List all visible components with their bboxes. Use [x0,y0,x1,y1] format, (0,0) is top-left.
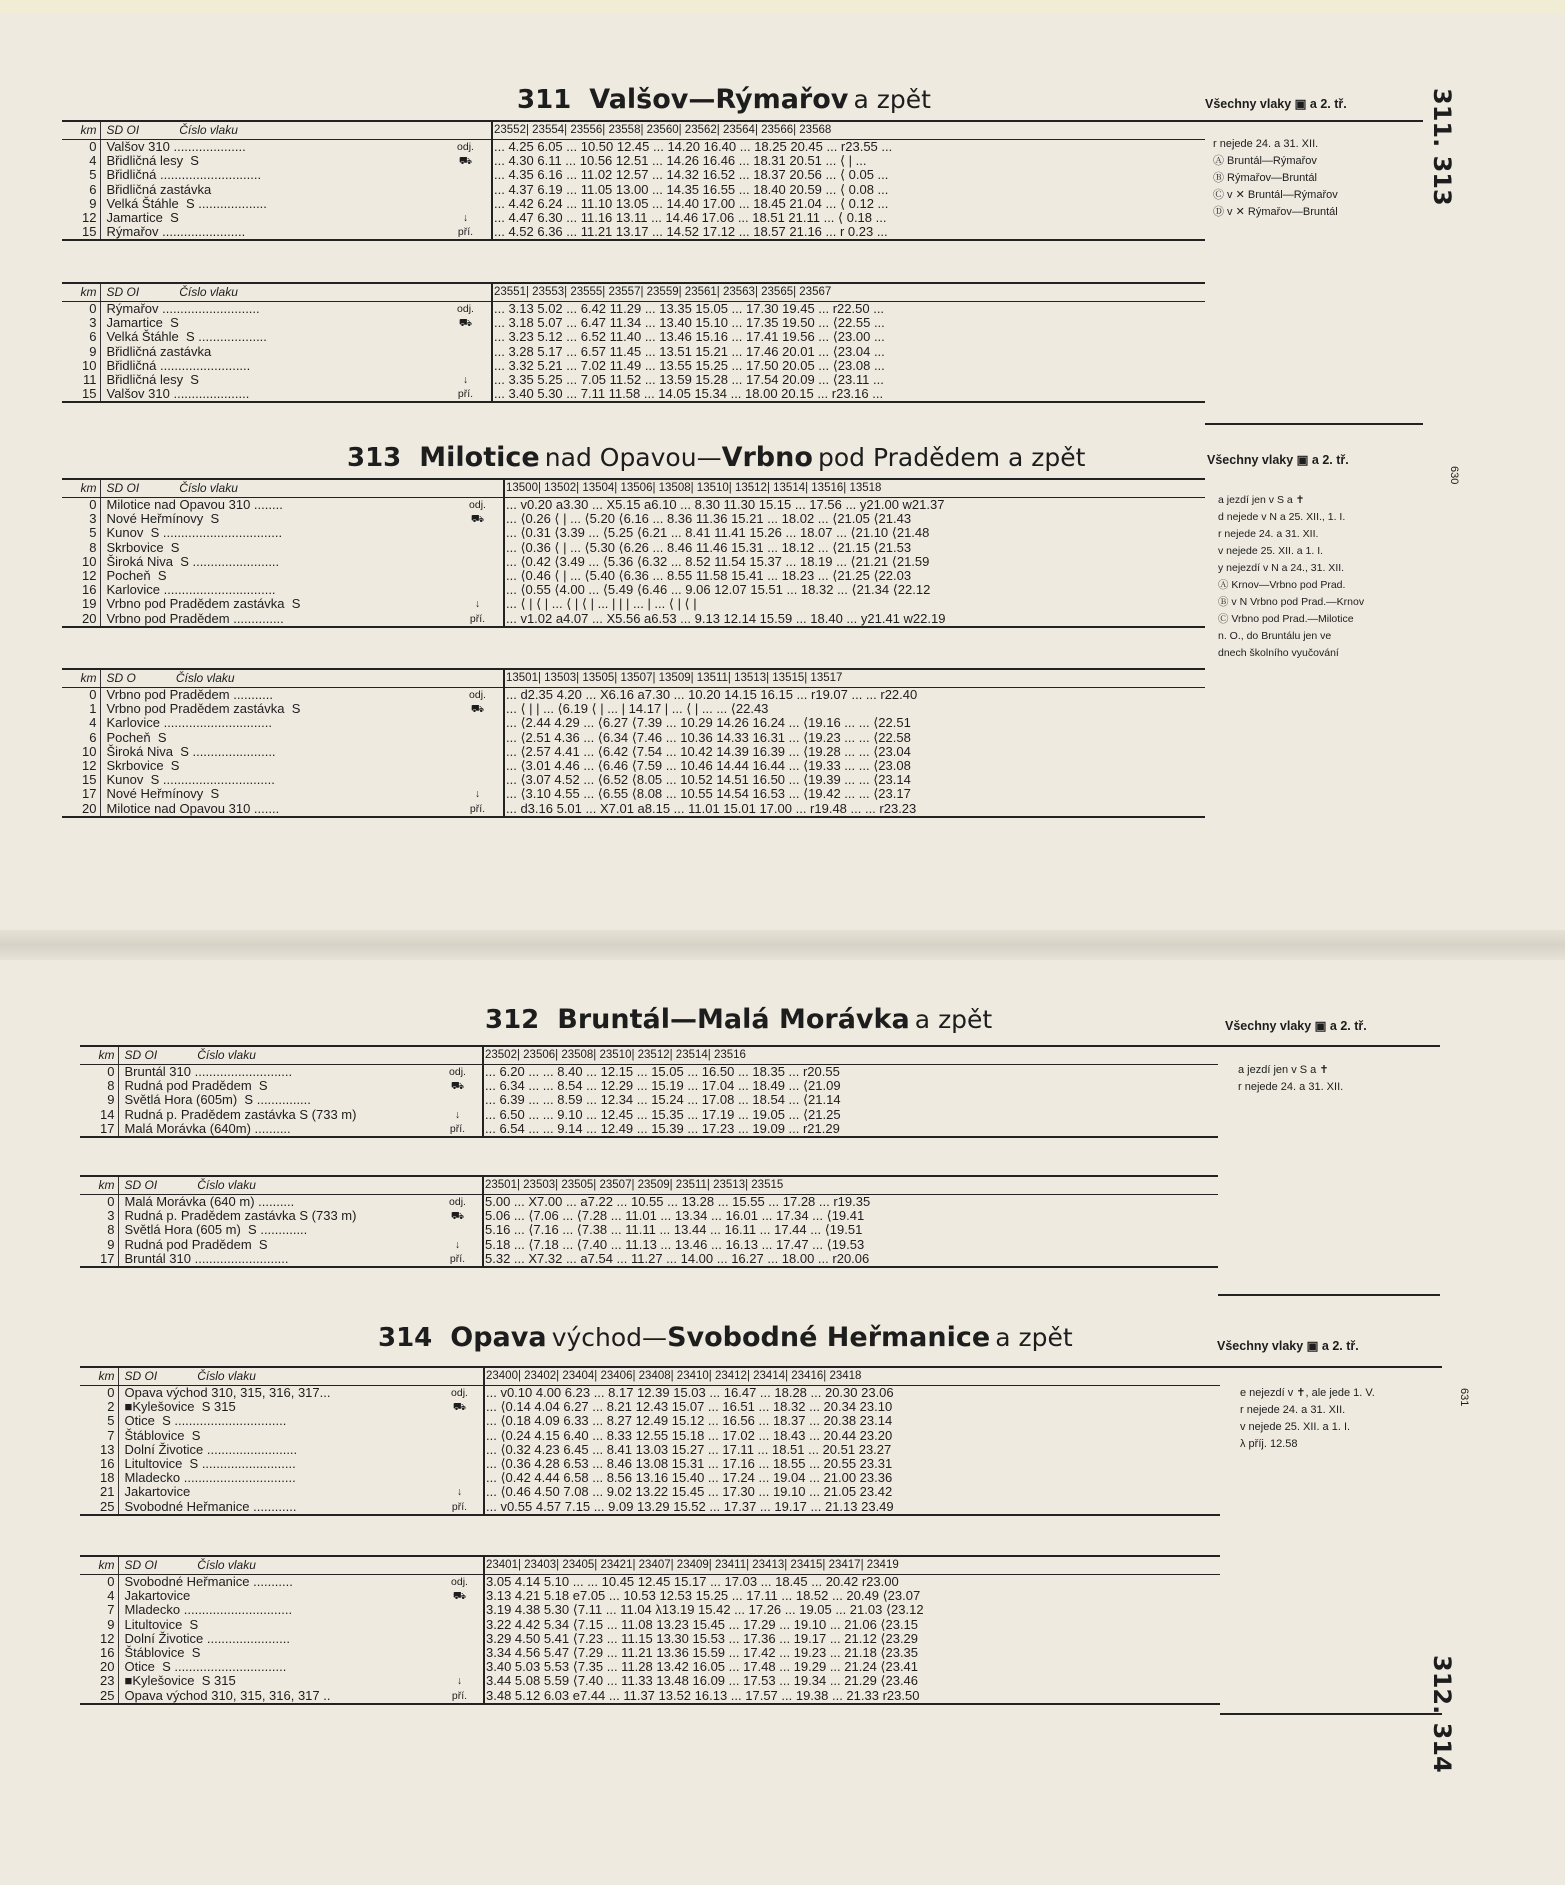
km-column: 0 4 5 6 9 12 15 [62,140,100,241]
route-suffix: a zpět [853,85,931,114]
page-edge [0,0,1565,14]
route-name: Opava [450,1322,547,1353]
route-name: Milotice [419,442,540,473]
table-body [62,688,1205,817]
train-numbers: 13501| 13503| 13505| 13507| 13509| 13511| 13513| 13515| 13517 [504,669,1205,688]
class-label: SD OI [124,1369,158,1383]
km-header: km [62,283,100,302]
section-number: 314 [378,1323,433,1353]
timetable-314-return [80,1555,1220,1705]
station-header [100,479,452,498]
departure-arrival-column: odj. ⛟ ↓ pří. [436,1575,484,1704]
page-number-631: 631 [1458,1388,1470,1407]
times-column: ... 6.20 ... ... 8.40 ... 12.15 ... 15.05 ... 16.50 ... 18.35 ... r20.55 ... 6.34 ... ... 8.54 ... 12.29 ... 15.19 ... 17.04 ... 18.49 ... ⟨21.09 ... 6.39 ... ... 8.59 ... 12.34 ... 15.24 ... 17.08 ... 18.54 ... ⟨21.14 ... 6.50 ... ... 9.10 ... 12.45 ... 15.35 ... 17.19 ... 19.05 ... ⟨21.25 ... 6.54 ... ... 9.14 ... 12.49 ... 15.39 ... 17.23 ... 19.09 ... r21.29 [483,1065,1218,1138]
times-column: 5.00 ... X7.00 ... a7.22 ... 10.55 ... 13.28 ... 15.55 ... 17.28 ... r19.35 5.06 ... ⟨7.06 ... ⟨7.28 ... 11.01 ... 13.34 ... 16.01 ... 17.34 ... ⟨19.41 5.16 ... ⟨7.16 ... ⟨7.38 ... 11.11 ... 13.44 ... 16.11 ... 17.44 ... ⟨19.51 5.18 ... ⟨7.18 ... ⟨7.40 ... 11.13 ... 13.46 ... 16.13 ... 17.47 ... ⟨19.53 5.32 ... X7.32 ... a7.54 ... 11.27 ... 14.00 ... 16.27 ... 18.00 ... r20.06 [483,1195,1218,1268]
table-header [80,1367,1220,1386]
legend-line: Ⓑ Rýmařov—Bruntál [1213,172,1317,184]
timetable-312-forward [80,1045,1218,1138]
odj-header [433,1046,483,1065]
km-column: 0 4 7 9 12 16 20 23 25 [80,1575,118,1704]
legend-line: v nejede 25. XII. a 1. I. [1240,1421,1351,1433]
section-title-311 [517,84,931,115]
section-number: 311 [517,85,572,115]
class-label: SD O [106,671,136,685]
route-suffix-2: a zpět [995,1323,1073,1352]
station-header [118,1367,436,1386]
legend-line: y nejezdí v N a 24., 31. XII. [1218,562,1345,574]
times-column: ... d2.35 4.20 ... X6.16 a7.30 ... 10.20 14.15 16.15 ... r19.07 ... ... r22.40 ... ⟨ | | ... ⟨6.19 ⟨ | ... | 14.17 | ... ⟨ | ... ... ⟨22.43 ... ⟨2.44 4.29 ... ⟨6.27 ⟨7.39 ... 10.29 14.26 16.24 ... ⟨19.16 ... ... ⟨22.51 ... ⟨2.51 4.36 ... ⟨6.34 ⟨7.46 ... 10.36 14.33 16.31 ... ⟨19.23 ... ... ⟨22.58 ... ⟨2.57 4.41 ... ⟨6.42 ⟨7.54 ... 10.42 14.39 16.39 ... ⟨19.28 ... ... ⟨23.04 ... ⟨3.01 4.46 ... ⟨6.46 ⟨7.59 ... 10.46 14.44 16.44 ... ⟨19.33 ... ... ⟨23.08 ... ⟨3.07 4.52 ... ⟨6.52 ⟨8.05 ... 10.52 14.51 16.50 ... ⟨19.39 ... ... ⟨23.14 ... ⟨3.10 4.55 ... ⟨6.55 ⟨8.08 ... 10.55 14.54 16.53 ... ⟨19.42 ... ... ⟨23.17 ... d3.16 5.01 ... X7.01 a8.15 ... 11.01 15.01 17.00 ... r19.48 ... ... r23.23 [504,688,1205,817]
route-suffix: a zpět [914,1005,993,1034]
km-header: km [80,1367,118,1386]
route-suffix: nad Opavou— [544,443,722,472]
timetable-314-forward [80,1366,1220,1516]
legend-311 [1213,136,1338,221]
class-label: SD OI [124,1178,158,1192]
station-column: Milotice nad Opavou 310 ........ Nové Heřmínovy S Kunov S ................................. Skrbovice S Široká Niva S ........................ Pocheň S Karlovice ............................... Vrbno pod Pradědem zastávka S Vrbno pod Pradědem .............. [100,498,452,627]
table-header [62,479,1205,498]
side-label-bottom: 312. 314 [1428,1655,1456,1773]
table-header [62,669,1205,688]
odj-header [452,479,504,498]
train-number-label: Číslo vlaku [179,481,238,495]
class-label: SD OI [124,1048,158,1062]
train-numbers: 23552| 23554| 23556| 23558| 23560| 23562| 23564| 23566| 23568 [492,121,1205,140]
times-column: ... v0.20 a3.30 ... X5.15 a6.10 ... 8.30 11.30 15.15 ... 17.56 ... y21.00 w21.37 ... ⟨0.26 ⟨ | ... ⟨5.20 ⟨6.16 ... 8.36 11.36 15.21 ... 18.02 ... ⟨21.05 ⟨21.43 ... ⟨0.31 ⟨3.39 ... ⟨5.25 ⟨6.21 ... 8.41 11.41 15.26 ... 18.07 ... ⟨21.10 ⟨21.48 ... ⟨0.36 ⟨ | ... ⟨5.30 ⟨6.26 ... 8.46 11.46 15.31 ... 18.12 ... ⟨21.15 ⟨21.53 ... ⟨0.42 ⟨3.49 ... ⟨5.36 ⟨6.32 ... 8.52 11.54 15.37 ... 18.19 ... ⟨21.21 ⟨21.59 ... ⟨0.46 ⟨ | ... ⟨5.40 ⟨6.36 ... 8.55 11.58 15.41 ... 18.23 ... ⟨21.25 ⟨22.03 ... ⟨0.55 ⟨4.00 ... ⟨5.49 ⟨6.46 ... 9.06 12.07 15.51 ... 18.32 ... ⟨21.34 ⟨22.12 ... ⟨ | ⟨ | ... ⟨ | ⟨ | ... | | | ... | ... ⟨ | ⟨ | ... v1.02 a4.07 ... X5.56 a6.53 ... 9.13 12.14 15.59 ... 18.40 ... y21.41 w22.19 [504,498,1205,627]
station-header [100,669,452,688]
legend-line: r nejede 24. a 31. XII. [1213,138,1319,150]
section-title-312 [485,1004,992,1035]
class-label: SD OI [106,481,140,495]
class-label: SD OI [124,1558,158,1572]
km-column: 0 1 4 6 10 12 15 17 20 [62,688,100,817]
legend-line: e nejezdí v ✝, ale jede 1. V. [1240,1387,1375,1399]
train-numbers: 23401| 23403| 23405| 23421| 23407| 23409| 23411| 23413| 23415| 23417| 23419 [484,1556,1220,1575]
class-label: SD OI [106,285,140,299]
legend-line: λ příj. 12.58 [1240,1438,1298,1450]
train-number-label: Číslo vlaku [197,1558,256,1572]
departure-arrival-column: odj. ⛟ ↓ pří. [452,688,504,817]
route-suffix: východ— [551,1323,668,1352]
table-header [62,121,1205,140]
table-header [62,283,1205,302]
section-note-314: Všechny vlaky ▣ a 2. tř. [1217,1339,1359,1353]
route-name: Bruntál—Malá Morávka [557,1004,910,1035]
table-body [62,498,1205,627]
departure-arrival-column: odj. ⛟ ↓ pří. [436,1386,484,1515]
km-header: km [62,479,100,498]
route-suffix-2: pod Pradědem a zpět [817,443,1086,472]
legend-line: Ⓒ Vrbno pod Prad.—Milotice [1218,613,1354,625]
station-column: Bruntál 310 ........................... Rudná pod Pradědem S Světlá Hora (605m) S ............... Rudná p. Pradědem zastávka S (733 m) Malá Morávka (640m) .......... [118,1065,433,1138]
station-header [118,1556,436,1575]
km-column: 0 3 8 9 17 [80,1195,118,1268]
legend-314 [1240,1385,1375,1453]
km-header: km [80,1176,118,1195]
train-number-label: Číslo vlaku [179,123,238,137]
legend-313 [1218,492,1364,662]
class-label: SD OI [106,123,140,137]
page-fold [0,930,1565,960]
station-header [100,121,440,140]
times-column: ... 4.25 6.05 ... 10.50 12.45 ... 14.20 16.40 ... 18.25 20.45 ... r23.55 ... ... 4.30 6.11 ... 10.56 12.51 ... 14.26 16.46 ... 18.31 20.51 ... ⟨ | ... ... 4.35 6.16 ... 11.02 12.57 ... 14.32 16.52 ... 18.37 20.56 ... ⟨ 0.05 ... ... 4.37 6.19 ... 11.05 13.00 ... 14.35 16.55 ... 18.40 20.59 ... ⟨ 0.08 ... ... 4.42 6.24 ... 11.10 13.05 ... 14.40 17.00 ... 18.45 21.04 ... ⟨ 0.12 ... ... 4.47 6.30 ... 11.16 13.11 ... 14.46 17.06 ... 18.51 21.11 ... ⟨ 0.18 ... ... 4.52 6.36 ... 11.21 13.17 ... 14.52 17.12 ... 18.57 21.16 ... r 0.23 ... [492,140,1205,241]
legend-line: Ⓐ Krnov—Vrbno pod Prad. [1218,579,1346,591]
legend-line: v nejede 25. XII. a 1. I. [1218,545,1324,557]
legend-line: Ⓒ v ✕ Bruntál—Rýmařov [1213,189,1338,201]
times-column: ... v0.10 4.00 6.23 ... 8.17 12.39 15.03 ... 16.47 ... 18.28 ... 20.30 23.06 ... ⟨0.14 4.04 6.27 ... 8.21 12.43 15.07 ... 16.51 ... 18.32 ... 20.34 23.10 ... ⟨0.18 4.09 6.33 ... 8.27 12.49 15.12 ... 16.56 ... 18.37 ... 20.38 23.14 ... ⟨0.24 4.15 6.40 ... 8.33 12.55 15.18 ... 17.02 ... 18.43 ... 20.44 23.20 ... ⟨0.32 4.23 6.45 ... 8.41 13.03 15.27 ... 17.11 ... 18.51 ... 20.51 23.27 ... ⟨0.36 4.28 6.53 ... 8.46 13.08 15.31 ... 17.16 ... 18.55 ... 20.55 23.31 ... ⟨0.42 4.44 6.58 ... 8.56 13.16 15.40 ... 17.24 ... 19.04 ... 21.00 23.36 ... ⟨0.46 4.50 7.08 ... 9.02 13.22 15.45 ... 17.30 ... 19.10 ... 21.05 23.42 ... v0.55 4.57 7.15 ... 9.09 13.29 15.52 ... 17.37 ... 19.17 ... 21.13 23.49 [484,1386,1220,1515]
times-column: ... 3.13 5.02 ... 6.42 11.29 ... 13.35 15.05 ... 17.30 19.45 ... r22.50 ... ... 3.18 5.07 ... 6.47 11.34 ... 13.40 15.10 ... 17.35 19.50 ... ⟨22.55 ... ... 3.23 5.12 ... 6.52 11.40 ... 13.46 15.16 ... 17.41 19.56 ... ⟨23.00 ... ... 3.28 5.17 ... 6.57 11.45 ... 13.51 15.21 ... 17.46 20.01 ... ⟨23.04 ... ... 3.32 5.21 ... 7.02 11.49 ... 13.55 15.25 ... 17.50 20.05 ... ⟨23.08 ... ... 3.35 5.25 ... 7.05 11.52 ... 13.59 15.28 ... 17.54 20.09 ... ⟨23.11 ... ... 3.40 5.30 ... 7.11 11.58 ... 14.05 15.34 ... 18.00 20.15 ... r23.16 ... [492,302,1205,403]
departure-arrival-column: odj. ⛟ ↓ pří. [452,498,504,627]
station-column: Opava východ 310, 315, 316, 317... ■Kylešovice S 315 Otice S ............................... Štáblovice S Dolní Životice ......................... Litultovice S .......................... Mladecko ............................... Jakartovice Svobodné Heřmanice ............ [118,1386,436,1515]
odj-header [452,669,504,688]
legend-line: Ⓓ v ✕ Rýmařov—Bruntál [1213,206,1338,218]
departure-arrival-column: odj. ⛟ ↓ pří. [440,302,492,403]
station-column: Rýmařov ........................... Jamartice S Velká Štáhle S ................... Břidličná zastávka Břidličná ......................... Břidličná lesy S Valšov 310 ..................... [100,302,440,403]
train-numbers: 13500| 13502| 13504| 13506| 13508| 13510| 13512| 13514| 13516| 13518 [504,479,1205,498]
km-column: 0 3 6 9 10 11 15 [62,302,100,403]
km-header: km [80,1046,118,1065]
legend-line: Ⓐ Bruntál—Rýmařov [1213,155,1317,167]
odj-header [436,1556,484,1575]
train-numbers: 23400| 23402| 23404| 23406| 23408| 23410| 23412| 23414| 23416| 23418 [484,1367,1220,1386]
route-name-2: Vrbno [721,442,813,473]
page-number-630: 630 [1448,466,1460,485]
legend-line: n. O., do Bruntálu jen ve [1218,630,1332,642]
departure-arrival-column: odj. ⛟ ↓ pří. [433,1195,483,1268]
timetable-313-return [62,668,1205,818]
section-number: 312 [485,1005,540,1035]
station-column: Valšov 310 .................... Břidličná lesy S Břidličná ............................ Břidličná zastávka Velká Štáhle S ................... Jamartice S Rýmařov ....................... [100,140,440,241]
legend-line: a jezdí jen v S a ✝ [1218,494,1305,506]
table-header [80,1046,1218,1065]
legend-312 [1238,1062,1343,1096]
legend-line: Ⓑ v N Vrbno pod Prad.—Krnov [1218,596,1365,608]
side-label-top: 311. 313 [1428,88,1456,206]
station-header [100,283,440,302]
train-number-label: Číslo vlaku [197,1369,256,1383]
section-number: 313 [347,443,402,473]
train-number-label: Číslo vlaku [175,671,235,685]
legend-line: r nejede 24. a 31. XII. [1238,1081,1344,1093]
km-header: km [80,1556,118,1575]
legend-line: r nejede 24. a 31. XII. [1240,1404,1346,1416]
times-column: 3.05 4.14 5.10 ... ... 10.45 12.45 15.17 ... 17.03 ... 18.45 ... 20.42 r23.00 3.13 4.21 5.18 e7.05 ... 10.53 12.53 15.25 ... 17.11 ... 18.52 ... 20.49 ⟨23.07 3.19 4.38 5.30 ⟨7.11 ... 11.04 λ13.19 15.42 ... 17.26 ... 19.05 ... 21.03 ⟨23.12 3.22 4.42 5.34 ⟨7.15 ... 11.08 13.23 15.45 ... 17.29 ... 19.10 ... 21.06 ⟨23.15 3.29 4.50 5.41 ⟨7.23 ... 11.15 13.30 15.53 ... 17.36 ... 19.17 ... 21.12 ⟨23.29 3.34 4.56 5.47 ⟨7.29 ... 11.21 13.36 15.59 ... 17.42 ... 19.23 ... 21.18 ⟨23.35 3.40 5.03 5.53 ⟨7.35 ... 11.28 13.42 16.05 ... 17.48 ... 19.29 ... 21.24 ⟨23.41 3.44 5.08 5.59 ⟨7.40 ... 11.33 13.48 16.09 ... 17.53 ... 19.34 ... 21.29 ⟨23.46 3.48 5.12 6.03 e7.44 ... 11.37 13.52 16.13 ... 17.57 ... 19.38 ... 21.33 r23.50 [484,1575,1220,1704]
km-header: km [62,121,100,140]
km-column: 0 2 5 7 13 16 18 21 25 [80,1386,118,1515]
route-name-2: Svobodné Heřmanice [667,1322,991,1353]
table-header [80,1176,1218,1195]
odj-header [436,1367,484,1386]
table-body [62,302,1205,403]
station-header [118,1176,433,1195]
train-number-label: Číslo vlaku [197,1048,256,1062]
table-body [80,1386,1220,1515]
legend-line: dnech školního vyučování [1218,647,1339,659]
km-column: 0 8 9 14 17 [80,1065,118,1138]
timetable-313-forward [62,478,1205,628]
departure-arrival-column: odj. ⛟ ↓ pří. [440,140,492,241]
table-body [80,1195,1218,1268]
odj-header [440,121,492,140]
odj-header [433,1176,483,1195]
train-numbers: 23501| 23503| 23505| 23507| 23509| 23511| 23513| 23515 [483,1176,1218,1195]
train-numbers: 23502| 23506| 23508| 23510| 23512| 23514| 23516 [483,1046,1218,1065]
timetable-311-forward [62,120,1205,241]
legend-line: a jezdí jen v S a ✝ [1238,1064,1329,1076]
table-body [62,140,1205,241]
section-title-313 [347,442,1085,473]
legend-line: r nejede 24. a 31. XII. [1218,528,1319,540]
station-column: Malá Morávka (640 m) .......... Rudná p. Pradědem zastávka S (733 m) Světlá Hora (605 m) S ............. Rudná pod Pradědem S Bruntál 310 .......................... [118,1195,433,1268]
departure-arrival-column: odj. ⛟ ↓ pří. [433,1065,483,1138]
station-column: Svobodné Heřmanice ........... Jakartovice Mladecko .............................. Litultovice S Dolní Životice ....................... Štáblovice S Otice S ............................... ■Kylešovice S 315 Opava východ 310, 315, 316, 317 .. [118,1575,436,1704]
train-numbers: 23551| 23553| 23555| 23557| 23559| 23561| 23563| 23565| 23567 [492,283,1205,302]
station-column: Vrbno pod Pradědem ........... Vrbno pod Pradědem zastávka S Karlovice .............................. Pocheň S Široká Niva S ....................... Skrbovice S Kunov S ............................... Nové Heřmínovy S Milotice nad Opavou 310 ....... [100,688,452,817]
section-title-314 [378,1322,1073,1353]
legend-line: d nejede v N a 25. XII., 1. I. [1218,511,1346,523]
table-body [80,1065,1218,1138]
train-number-label: Číslo vlaku [197,1178,256,1192]
timetable-312-return [80,1175,1218,1268]
section-note-312: Všechny vlaky ▣ a 2. tř. [1225,1019,1367,1033]
station-header [118,1046,433,1065]
table-body [80,1575,1220,1704]
section-note-311: Všechny vlaky ▣ a 2. tř. [1205,97,1347,111]
table-header [80,1556,1220,1575]
km-header: km [62,669,100,688]
odj-header [440,283,492,302]
section-note-313: Všechny vlaky ▣ a 2. tř. [1207,453,1349,467]
train-number-label: Číslo vlaku [179,285,238,299]
timetable-311-return [62,282,1205,403]
route-name: Valšov—Rýmařov [589,84,849,115]
km-column: 0 3 5 8 10 12 16 19 20 [62,498,100,627]
